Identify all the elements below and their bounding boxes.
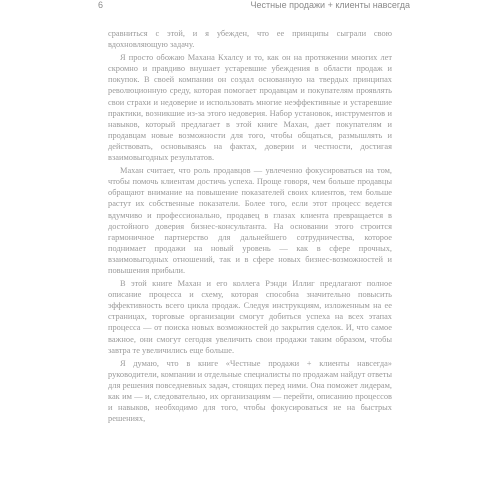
paragraph: Я просто обожаю Махана Кхалсу и то, как он на протяжении многих лет скромно и правдиво внушает устаревшие убеждения в области продаж и покупок. В своей компании он создал основанную на твердых принципах революционную среду, которая помогает продавцам и покупателям проявлять свои страхи и недоверие и использовать многие неэффективные и устаревшие практики, возникшие из-за этого недоверия. Набор установок, инструментов и навыков, который предлагает в этой книге Махан, дает покупателям и продавцам новые возможности для того, чтобы общаться, размышлять и действовать, основываясь на фактах, доверии и честности, достигая взаимовыгодных результатов. (108, 53, 392, 163)
paragraph: сравниться с этой, и я убежден, что ее принципы сыграли свою вдохновляющую задачу. (108, 29, 392, 50)
paragraph: Махан считает, что роль продавцов — увлеченно фокусироваться на том, чтобы помочь клиентам достичь успеха. Проще говоря, чем больше продавцы обращают внимание на повышение показателей своих клиентов, тем больше растут их собственные показатели. Более того, если этот процесс ведется вдумчиво и профессионально, продавец в глазах клиента превращается в достойного доверия бизнес-консультанта. На основании этого строится гармоничное партнерство для дальнейшего сотрудничества, которое поднимает продажи на новый уровень — как в сфере прочных, взаимовыгодных отношений, так и в сфере новых бизнес-возможностей и повышения прибыли. (108, 166, 392, 275)
paragraph: В этой книге Махан и его коллега Рэнди Иллиг предлагают полное описание процесса и схему, которая способна значительно повысить эффективность всего цикла продаж. Следуя инструкциям, изложенным на ее страницах, торговые организации смогут добиться успеха на всех этапах процесса — от поиска новых возможностей до закрытия сделок. И, что самое важное, они смогут сегодня увеличить свои продажи таким образом, чтобы завтра те увеличились еще больше. (108, 279, 392, 355)
page-number: 6 (98, 0, 104, 10)
paragraph: Я думаю, что в книге «Честные продажи + клиенты навсегда» руководители, компании и отдельные специалисты по продажам найдут ответы для решения повседневных задач, стоящих перед ними. Она поможет лидерам, как им — и, следовательно, их организациям — перейти, описанию процессов и навыков, необходимо для того, чтобы фокусироваться не на быстрых решениях, (108, 358, 392, 424)
body-text (108, 28, 392, 426)
running-title: Честные продажи + клиенты навсегда (250, 0, 410, 10)
page-header (98, 0, 410, 14)
